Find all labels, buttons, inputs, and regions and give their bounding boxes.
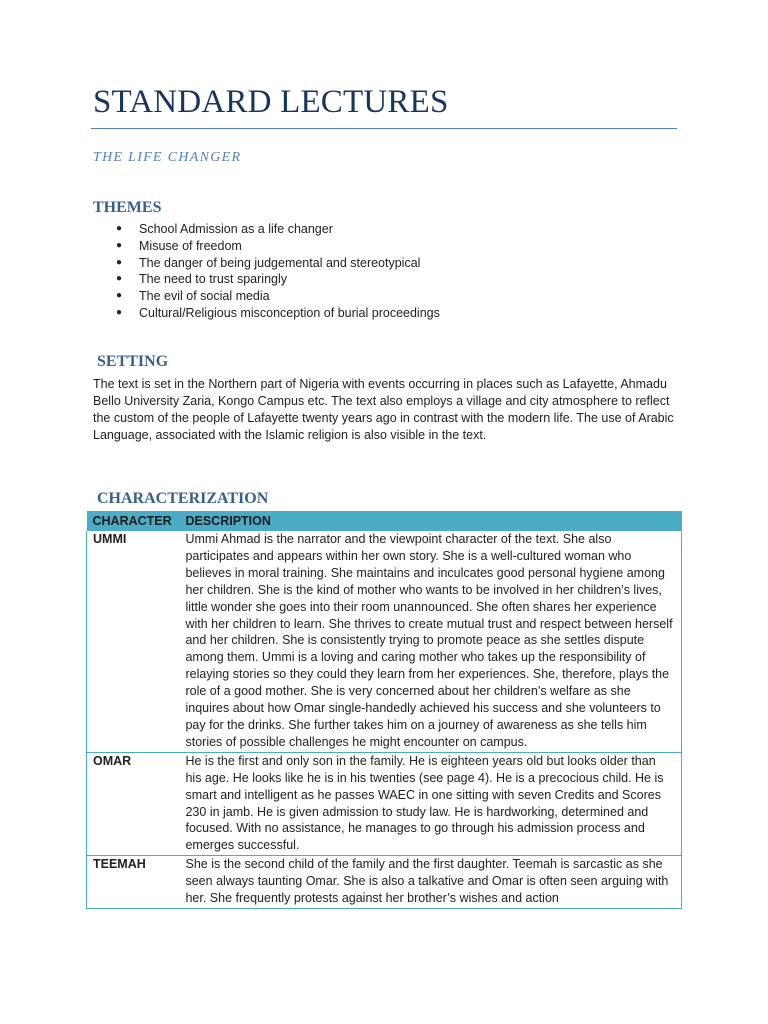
bullet-icon: ● (116, 223, 123, 234)
theme-item (116, 271, 440, 288)
theme-item (116, 238, 440, 255)
character-name: OMAR (87, 752, 180, 855)
characterization-table (86, 511, 682, 909)
column-header-description: DESCRIPTION (179, 512, 681, 532)
bullet-icon: ● (116, 273, 123, 285)
theme-item-text: The evil of social media (139, 289, 270, 304)
characterization-heading: CHARACTERIZATION (97, 490, 269, 507)
bullet-icon: ● (116, 239, 123, 251)
theme-item-text: Cultural/Religious misconception of burial proceedings (139, 305, 440, 320)
theme-item-text: The danger of being judgemental and stereotypical (139, 255, 421, 270)
character-description: He is the first and only son in the family. He is eighteen years old but looks older than his age. He looks like he is in his twenties (see page 4). He is a precocious child. He is smart and intelligent as he passes WAEC in one sitting with seven Credits and Scores 230 in jamb. He is given admission to study law. He is hardworking, determined and focused. With no assistance, he manages to go through his admission process and emerges successful. (179, 752, 681, 855)
theme-item (116, 255, 440, 272)
character-description: Ummi Ahmad is the narrator and the viewpoint character of the text. She also participates and appears within her own story. She is a well-cultured woman who believes in moral training. She maintains and inculcates good personal hygiene among her children. She is the kind of mother who wants to be involved in her children’s lives, little wonder she goes into their room unannounced. She often shares her experience with her children to learn. She thrives to create mutual trust and respect between herself and her children. She is consistently trying to promote peace as she settles dispute among them. Ummi is a loving and caring mother who takes up the responsibility of relaying stories so they could they learn from her experiences. She, therefore, plays the role of a good mother. She is very concerned about her children’s welfare as she inquires about how Omar single-handedly achieved his success and she volunteers to pay for the drinks. She further takes him on a journey of awareness as she tells him stories of possible challenges he might encounter on campus. (179, 531, 681, 752)
theme-item (116, 221, 440, 238)
character-description: She is the second child of the family and the first daughter. Teemah is sarcastic as she seen always taunting Omar. She is also a talkative and Omar is often seen arguing with her. She frequently protests against her brother’s wishes and action (179, 856, 681, 909)
table-header-row (87, 512, 682, 532)
title-underline (91, 128, 677, 129)
theme-item-text: The need to trust sparingly (139, 272, 287, 287)
themes-list (116, 221, 440, 322)
bullet-icon: ● (116, 306, 123, 318)
character-name: UMMI (87, 531, 180, 752)
table-row (87, 752, 682, 855)
theme-item (116, 305, 440, 322)
theme-item-text: School Admission as a life changer (139, 222, 333, 236)
bullet-icon: ● (116, 256, 123, 268)
themes-heading: THEMES (93, 199, 162, 216)
document-subtitle: THE LIFE CHANGER (93, 150, 242, 165)
table-row (87, 531, 682, 752)
column-header-character: CHARACTER (87, 512, 180, 532)
bullet-icon: ● (116, 290, 123, 302)
theme-item (116, 288, 440, 305)
setting-heading: SETTING (97, 353, 169, 370)
theme-item-text: Misuse of freedom (139, 238, 242, 253)
table-row (87, 856, 682, 909)
document-title: STANDARD LECTURES (93, 84, 449, 120)
character-name: TEEMAH (87, 856, 180, 909)
setting-paragraph: The text is set in the Northern part of Nigeria with events occurring in places such as Lafayette, Ahmadu Bello University Zaria, Kongo Campus etc. The text also employs a village and city atmosphere to reflect the custom of the people of Lafayette twenty years ago in contrast with the modern life. The use of Arabic Language, associated with the Islamic religion is also visible in the text. (93, 377, 674, 442)
